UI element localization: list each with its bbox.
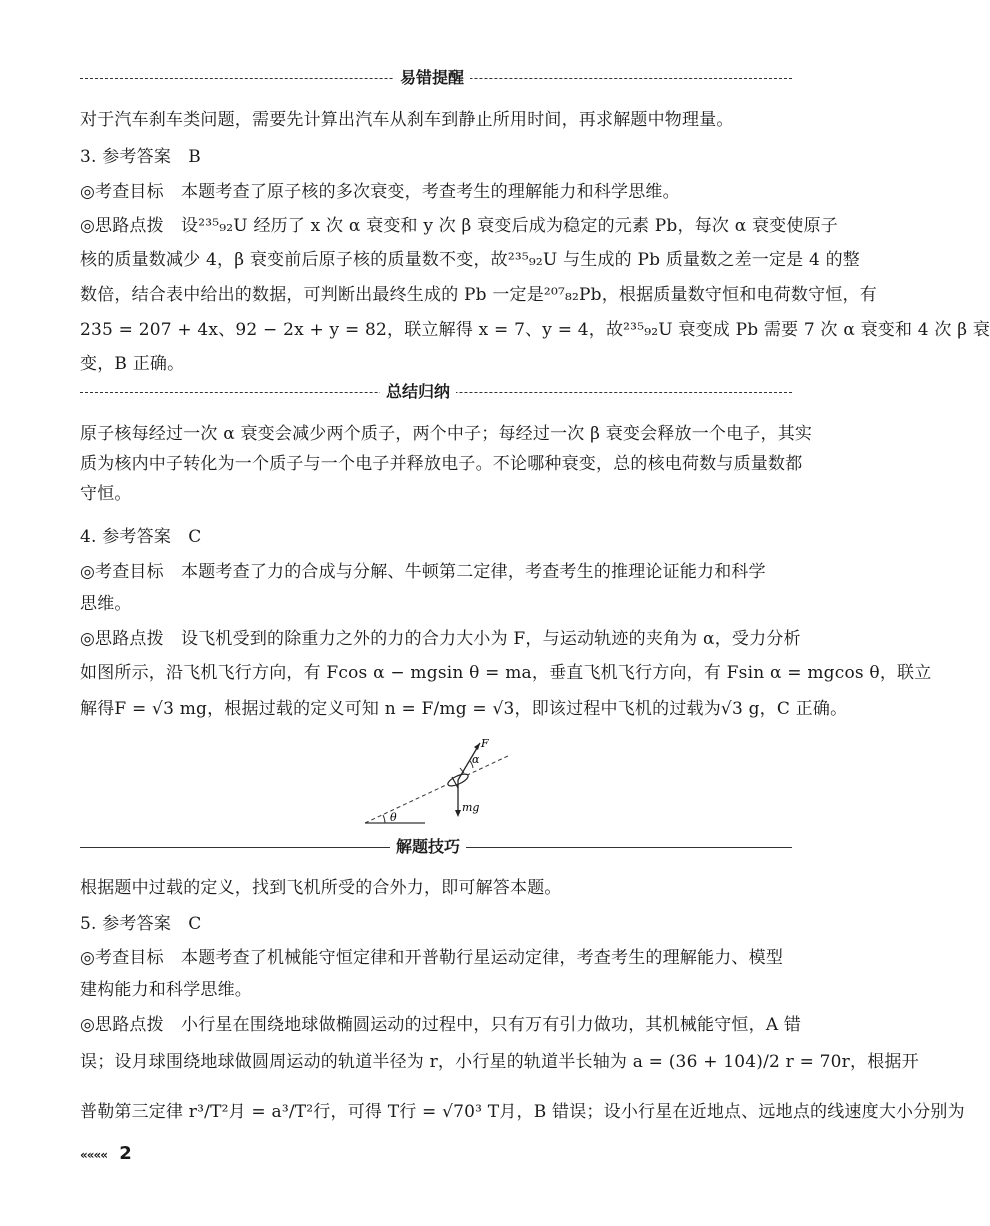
q5-analysis-line: ◎思路点拨 小行星在围绕地球做椭圆运动的过程中，只有万有引力做功，其机械能守恒，A 错 — [80, 1015, 802, 1035]
q3-analysis-line: 235 = 207 + 4x、92 − 2x + y = 82，联立解得 x = 7、y = 4，故²³⁵₉₂U 衰变成 Pb 需要 7 次 α 衰变和 4 次 β 衰 — [80, 320, 990, 340]
q5-analysis-line: 普勒第三定律 r³/T²月 = a³/T²行，可得 T行 = √70³ T月，B 错误；设小行星在近地点、远地点的线速度大小分别为 — [80, 1102, 965, 1122]
theta-label: θ — [390, 811, 397, 824]
tip-paragraph: 对于汽车刹车类问题，需要先计算出汽车从刹车到静止所用时间，再求解题中物理量。 — [80, 110, 734, 130]
q4-analysis-line: 如图所示，沿飞机飞行方向，有 Fcos α − mgsin θ = ma，垂直飞机飞行方向，有 Fsin α = mgcos θ，联立 — [80, 663, 932, 683]
q3-analysis-line: 变，B 正确。 — [80, 354, 185, 374]
q4-target-line: ◎考查目标 本题考查了力的合成与分解、牛顿第二定律，考查考生的推理论证能力和科学 — [80, 562, 766, 582]
q5-target-line: 建构能力和科学思维。 — [80, 980, 252, 1000]
section-title: 易错提醒 — [394, 66, 470, 90]
theta-arc — [383, 815, 385, 823]
technique-paragraph: 根据题中过载的定义，找到飞机所受的合外力，即可解答本题。 — [80, 878, 562, 898]
page-footer — [80, 1143, 132, 1164]
q5-target-line: ◎考查目标 本题考查了机械能守恒定律和开普勒行星运动定律，考查考生的理解能力、模型 — [80, 948, 784, 968]
q4-answer: 4. 参考答案 C — [80, 527, 202, 547]
section-divider-mistake-alert — [80, 66, 792, 90]
q3-analysis-line: 数倍，结合表中给出的数据，可判断出最终生成的 Pb 一定是²⁰⁷₈₂Pb，根据质量数守恒和电荷数守恒，有 — [80, 285, 877, 305]
page-number: 2 — [119, 1143, 132, 1164]
q5-analysis-line: 误；设月球围绕地球做圆周运动的轨道半径为 r，小行星的轨道半长轴为 a = (36 + 104)/2 r = 70r，根据开 — [80, 1052, 919, 1072]
q4-target-line: 思维。 — [80, 594, 132, 614]
f-label: F — [481, 737, 489, 750]
q3-analysis-line: 核的质量数减少 4，β 衰变前后原子核的质量数不变，故²³⁵₉₂U 与生成的 Pb 质量数之差一定是 4 的整 — [80, 250, 861, 270]
force-f-arrowhead — [474, 743, 480, 750]
section-divider-technique — [80, 835, 792, 859]
flight-path-line — [365, 755, 510, 823]
force-diagram — [360, 735, 520, 830]
summary-line: 原子核每经过一次 α 衰变会减少两个质子，两个中子；每经过一次 β 衰变会释放一个电子，其实 — [80, 424, 813, 444]
q3-target: ◎考查目标 本题考查了原子核的多次衰变，考查考生的理解能力和科学思维。 — [80, 182, 680, 202]
q4-analysis-line: 解得F = √3 mg，根据过载的定义可知 n = F/mg = √3，即该过程中飞机的过载为√3 g，C 正确。 — [80, 699, 848, 719]
q5-answer: 5. 参考答案 C — [80, 914, 202, 934]
page-dots: «««« — [80, 1148, 108, 1162]
section-title: 总结归纳 — [380, 380, 456, 404]
gravity-arrowhead — [455, 810, 461, 817]
section-divider-summary — [80, 380, 792, 404]
q4-analysis-line: ◎思路点拨 设飞机受到的除重力之外的力的合力大小为 F，与运动轨迹的夹角为 α，受力分析 — [80, 629, 801, 649]
mg-label: mg — [462, 801, 480, 814]
summary-line: 质为核内中子转化为一个质子与一个电子并释放电子。不论哪种衰变，总的核电荷数与质量数都 — [80, 454, 803, 474]
section-title: 解题技巧 — [390, 835, 466, 859]
q3-analysis-line: ◎思路点拨 设²³⁵₉₂U 经历了 x 次 α 衰变和 y 次 β 衰变后成为稳定的元素 Pb，每次 α 衰变使原子 — [80, 216, 838, 236]
summary-line: 守恒。 — [80, 484, 132, 504]
alpha-label: α — [472, 753, 480, 766]
q3-answer: 3. 参考答案 B — [80, 147, 201, 167]
